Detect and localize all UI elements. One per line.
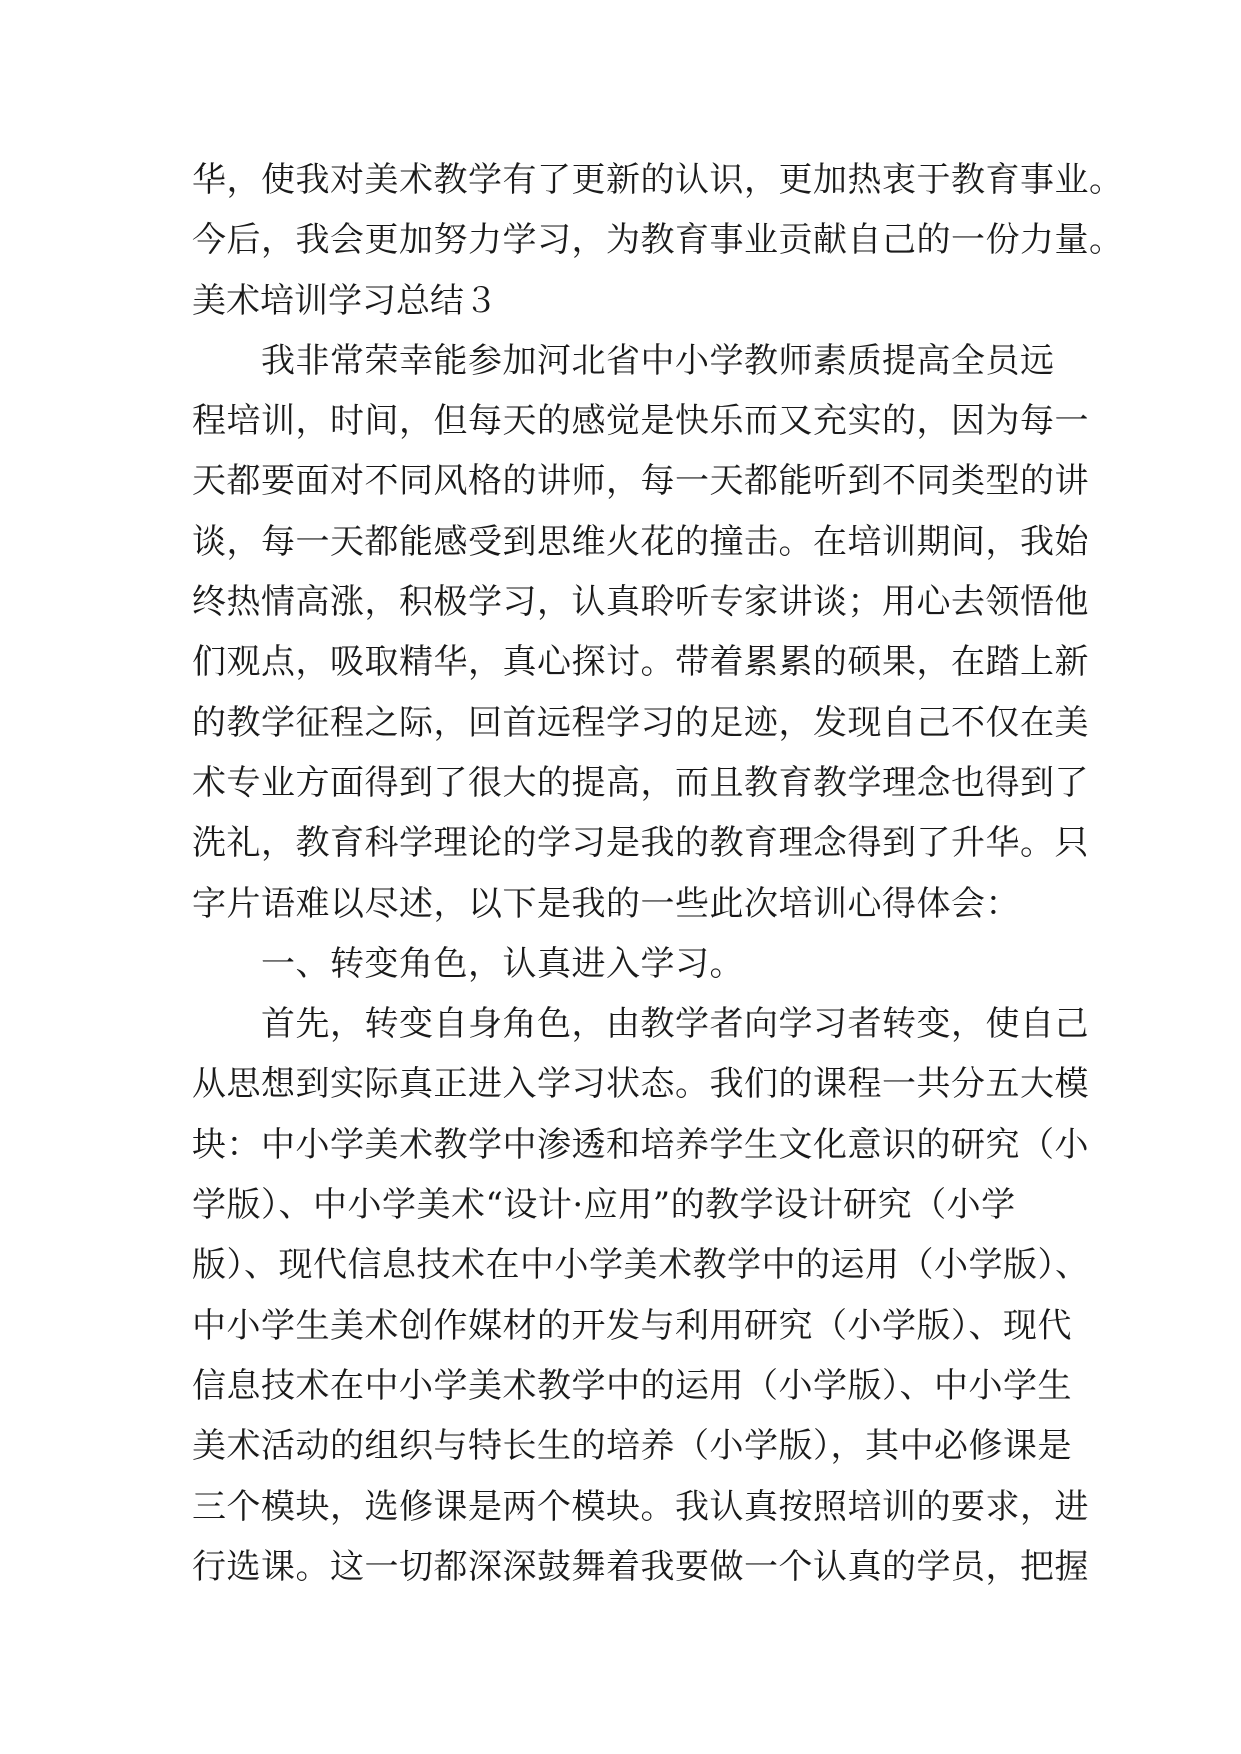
paragraph-line: 块：中小学美术教学中渗透和培养学生文化意识的研究（小 (192, 1124, 1089, 1165)
paragraph-line: 三个模块，选修课是两个模块。我认真按照培训的要求，进 (192, 1486, 1089, 1527)
paragraph-line: 行选课。这一切都深深鼓舞着我要做一个认真的学员，把握 (192, 1546, 1089, 1587)
document-body (192, 150, 1124, 1597)
paragraph-line: 谈，每一天都能感受到思维火花的撞击。在培训期间，我始 (192, 521, 1089, 562)
paragraph-line: 首先，转变自身角色，由教学者向学习者转变，使自己 (261, 1004, 1089, 1045)
paragraph-line: 美术活动的组织与特长生的培养（小学版），其中必修课是 (192, 1426, 1072, 1467)
paragraph-line: 一、转变角色，认真进入学习。 (261, 943, 744, 984)
paragraph-line: 终热情高涨，积极学习，认真聆听专家讲谈；用心去领悟他 (192, 582, 1089, 623)
paragraph-line: 信息技术在中小学美术教学中的运用（小学版）、中小学生 (192, 1365, 1072, 1406)
paragraph-line: 版）、现代信息技术在中小学美术教学中的运用（小学版）、 (192, 1245, 1090, 1286)
paragraph-line: 洗礼，教育科学理论的学习是我的教育理念得到了升华。只 (192, 823, 1089, 864)
paragraph-line: 术专业方面得到了很大的提高，而且教育教学理念也得到了 (192, 762, 1089, 803)
paragraph-line: 今后，我会更加努力学习，为教育事业贡献自己的一份力量。 (192, 220, 1124, 261)
paragraph-line: 的教学征程之际，回首远程学习的足迹，发现自己不仅在美 (192, 702, 1089, 743)
paragraph-line: 从思想到实际真正进入学习状态。我们的课程一共分五大模 (192, 1064, 1089, 1105)
paragraph-line: 天都要面对不同风格的讲师，每一天都能听到不同类型的讲 (192, 461, 1089, 502)
paragraph-line: 们观点，吸取精华，真心探讨。带着累累的硕果，在踏上新 (192, 642, 1089, 683)
paragraph-line: 程培训，时间，但每天的感觉是快乐而又充实的，因为每一 (192, 401, 1089, 442)
paragraph-line: 我非常荣幸能参加河北省中小学教师素质提高全员远 (261, 340, 1055, 381)
section-heading: 美术培训学习总结３ (192, 280, 498, 321)
paragraph-line: 字片语难以尽述，以下是我的一些此次培训心得体会： (192, 883, 1020, 924)
paragraph-line: 学版）、中小学美术“设计·应用”的教学设计研究（小学 (192, 1185, 1016, 1226)
paragraph-line: 华，使我对美术教学有了更新的认识，更加热衷于教育事业。 (192, 160, 1124, 200)
paragraph-line: 中小学生美术创作媒材的开发与利用研究（小学版）、现代 (192, 1305, 1072, 1346)
